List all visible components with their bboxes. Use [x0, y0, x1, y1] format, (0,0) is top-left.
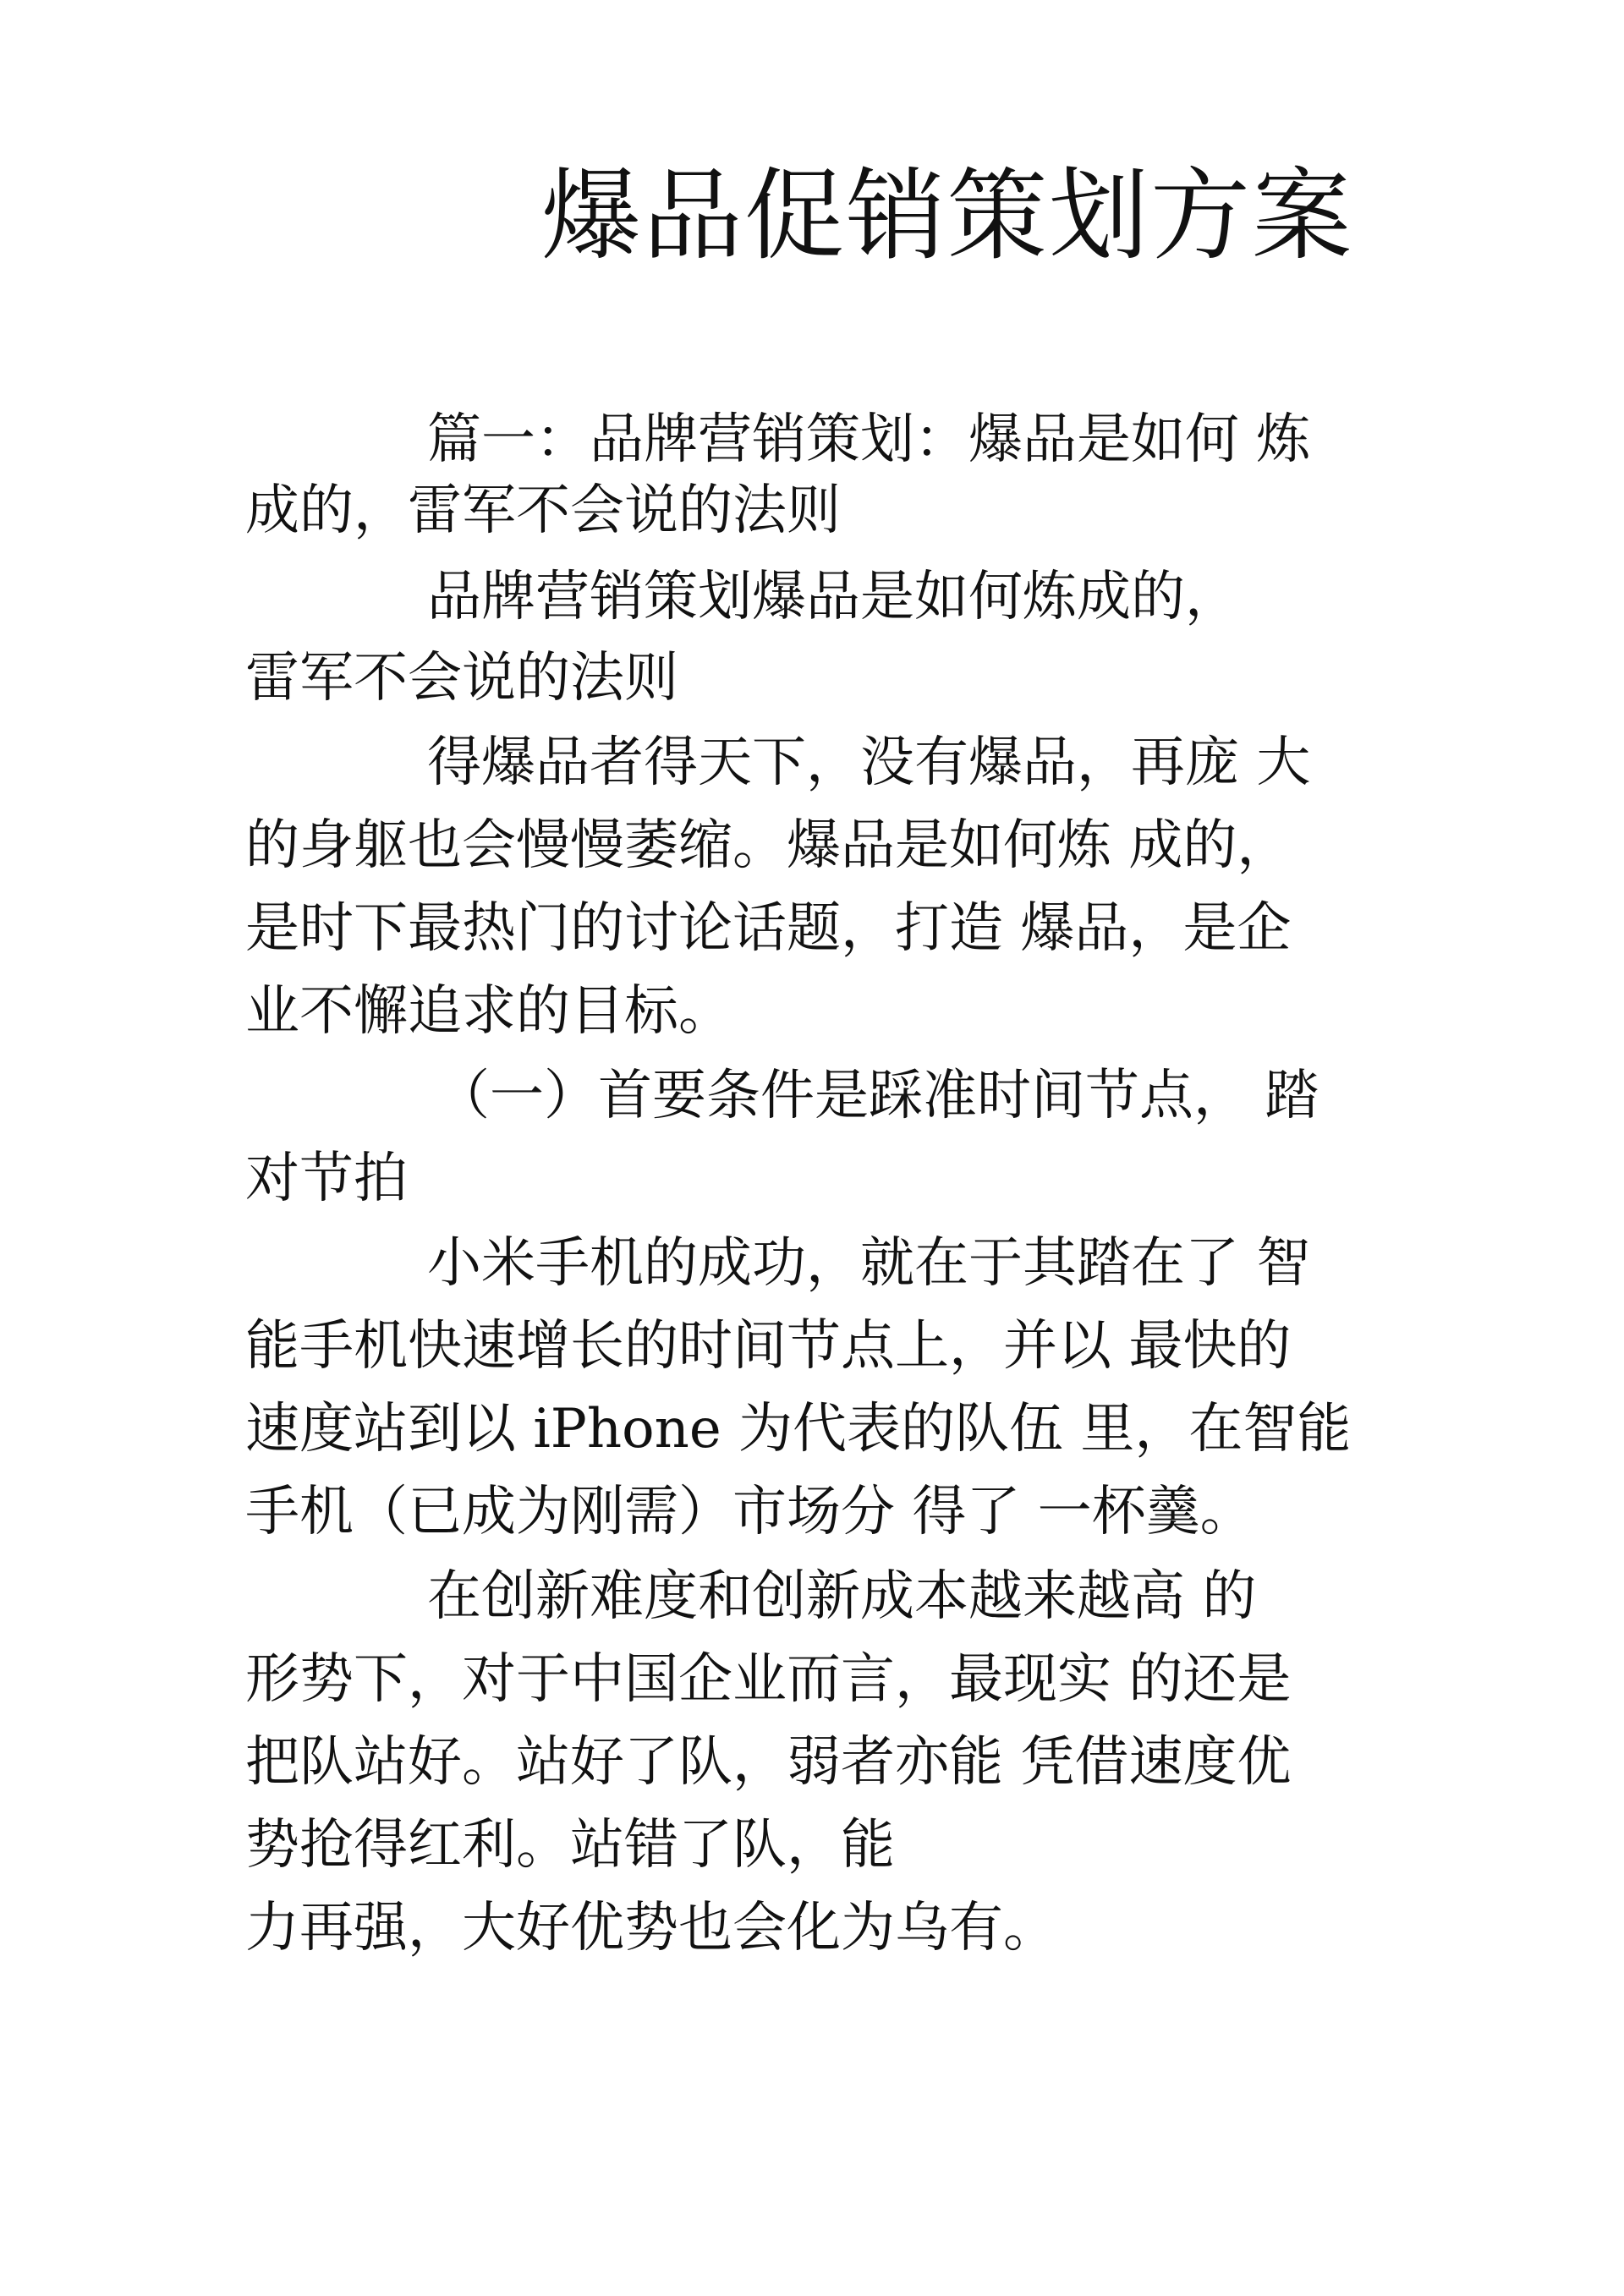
paragraph-line: 品牌营销策划爆品是如何炼成的，	[427, 566, 1239, 628]
paragraph-line: 能手机快速增长的时间节点上，并以 最快的	[245, 1315, 1292, 1378]
paragraph-line: 速度站到以 iPhone 为代表的队伍 里，在智能	[245, 1398, 1352, 1460]
paragraph-line: 篇一：品牌营销策划：爆品是如何 炼	[427, 408, 1311, 471]
paragraph-line: 把队站好。站好了队，弱者亦能 凭借速度优	[245, 1731, 1292, 1794]
paragraph-line: 势抢得红利。站错了队，能	[245, 1814, 895, 1877]
document-title: 爆品促销策划方案	[541, 157, 1354, 274]
paragraph-line: 形势下，对于中国企业而言，最现实 的还是	[245, 1648, 1292, 1711]
paragraph-line: 是时下最热门的讨论话题，打造 爆品，是企	[245, 897, 1292, 960]
paragraph-line: 小米手机的成功，就在于其踏在了 智	[427, 1232, 1311, 1295]
paragraph-line: （一）首要条件是踩准时间节点， 踏	[436, 1065, 1320, 1127]
paragraph-line: 雷军不会说的法则	[245, 647, 678, 710]
paragraph-line: 对节拍	[245, 1148, 408, 1210]
paragraph-line: 成的，雷军不会说的法则	[245, 479, 841, 542]
paragraph-line: 手机（已成为刚需）市场分 得了 一杯羹。	[245, 1481, 1254, 1543]
paragraph-line: 在创新难度和创新成本越来越高 的	[427, 1565, 1257, 1628]
paragraph-line: 得爆品者得天下，没有爆品，再庞 大	[427, 732, 1311, 794]
paragraph-line: 的身躯也会慢慢萎缩。爆品是如何炼 成的，	[245, 814, 1292, 877]
paragraph-line: 业不懈追求的目标。	[245, 980, 732, 1043]
paragraph-line: 力再强，大好优势也会化为乌有。	[245, 1897, 1057, 1959]
